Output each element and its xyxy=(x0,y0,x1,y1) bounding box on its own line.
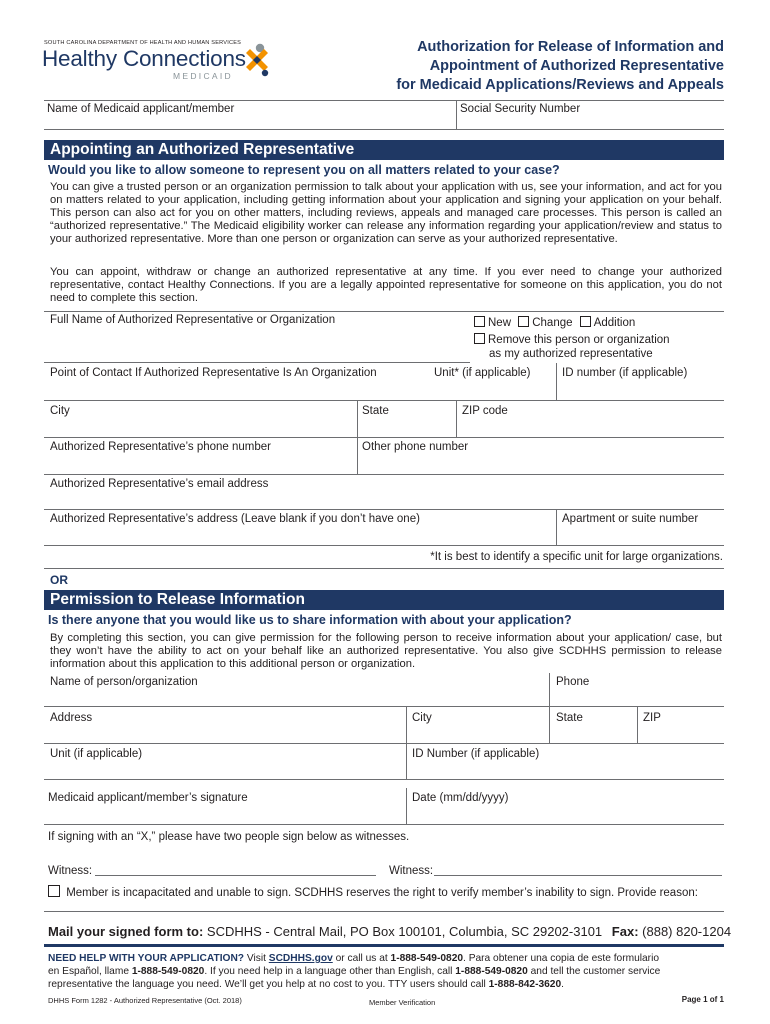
scdhhs-link[interactable]: SCDHHS.gov xyxy=(268,953,333,964)
release-state-field[interactable] xyxy=(549,707,637,744)
release-name-label: Name of person/organization xyxy=(50,676,198,688)
or-label: OR xyxy=(50,573,68,587)
city-label: City xyxy=(50,405,70,417)
change-checkbox-box[interactable] xyxy=(518,316,529,327)
addition-checkbox-label: Addition xyxy=(593,317,636,329)
apartment-label: Apartment or suite number xyxy=(562,513,699,525)
witness-1-label: Witness: xyxy=(48,865,93,877)
x-signing-note: If signing with an “X,” please have two people sign below as witnesses. xyxy=(48,831,410,843)
incapacitated-reason-field[interactable] xyxy=(44,896,724,912)
remove-checkbox-label-2: as my authorized representative xyxy=(489,348,653,360)
help-heading: NEED HELP WITH YOUR APPLICATION? xyxy=(48,953,245,964)
id-number-field[interactable] xyxy=(556,363,724,401)
help-text xyxy=(48,953,728,991)
remove-checkbox[interactable] xyxy=(474,333,670,361)
help-phone-3: 1-888-549-0820 xyxy=(455,965,528,977)
apartment-field[interactable] xyxy=(556,510,724,546)
mail-rule xyxy=(44,944,724,947)
witness-2-field[interactable] xyxy=(434,860,722,876)
remove-checkbox-label-1: Remove this person or organization xyxy=(488,334,670,346)
new-checkbox-box[interactable] xyxy=(474,316,485,327)
form-title-line-3: for Medicaid Applications/Reviews and Appeals xyxy=(396,77,724,93)
unit-note: *It is best to identify a specific unit for large organizations. xyxy=(430,551,723,563)
release-city-field[interactable] xyxy=(406,707,549,744)
help-phone: 1-888-549-0820 xyxy=(390,953,464,964)
city-field[interactable] xyxy=(44,401,357,438)
form-title xyxy=(396,38,724,95)
rep-email-field[interactable] xyxy=(44,475,724,510)
release-id-label: ID Number (if applicable) xyxy=(412,748,540,760)
other-phone-field[interactable] xyxy=(357,438,724,475)
release-state-label: State xyxy=(556,712,583,724)
form-title-line-1: Authorization for Release of Information and xyxy=(417,39,724,55)
release-address-field[interactable] xyxy=(44,707,406,744)
applicant-name-label: Name of Medicaid applicant/member xyxy=(47,103,235,115)
help-call: or call us at xyxy=(335,953,388,964)
addition-checkbox-box[interactable] xyxy=(580,316,591,327)
unit-field[interactable] xyxy=(428,363,556,401)
witness-1-field[interactable] xyxy=(95,860,376,876)
release-phone-field[interactable] xyxy=(549,673,724,707)
healthy-connections-logo-icon xyxy=(242,42,274,78)
release-city-label: City xyxy=(412,712,432,724)
section-authorized-rep-paragraph-1: You can give a trusted person or an organization permission to talk about your application with us, see your information, and act for you on matters related to your application, including getting information about your application and signing your application on your behalf. This person can also act for you on other matters, including reviews, appeals and managed care processes. This person is called an “authorized representative.” The Medicaid eligibility worker can release any information regarding your application/review and status to your authorized representative. More than one person or organization can serve as your authorized representative. xyxy=(50,181,722,246)
release-zip-field[interactable] xyxy=(637,707,724,744)
section-authorized-rep-heading: Appointing an Authorized Representative xyxy=(44,140,724,160)
rep-phone-label: Authorized Representative’s phone number xyxy=(50,441,271,453)
applicant-name-field[interactable] xyxy=(44,100,456,130)
rep-full-name-field[interactable] xyxy=(44,311,470,363)
fax-label: Fax: xyxy=(611,924,639,939)
help-phone-2: 1-888-549-0820 xyxy=(131,965,205,977)
help-visit: Visit xyxy=(246,953,266,964)
mail-instructions xyxy=(48,924,731,939)
zip-field[interactable] xyxy=(456,401,724,438)
help-line2c: and tell the customer service xyxy=(530,965,661,977)
ssn-label: Social Security Number xyxy=(460,103,581,115)
help-tty: 1-888-842-3620 xyxy=(488,978,562,990)
unit-label: Unit* (if applicable) xyxy=(434,367,531,379)
help-line3a: representative the language you need. We’ll get you help at no cost to you. TTY users should call xyxy=(48,978,486,990)
page-number: Page 1 of 1 xyxy=(681,995,724,1004)
help-line2b: . If you need help in a language other than English, call xyxy=(204,965,453,977)
section-end-rule xyxy=(44,568,724,569)
mail-address: SCDHHS - Central Mail, PO Box 100101, Columbia, SC 29202-3101 xyxy=(206,924,603,939)
mail-label: Mail your signed form to: xyxy=(48,924,204,939)
release-unit-field[interactable] xyxy=(44,744,406,780)
brand-name: Healthy Connections xyxy=(42,46,246,71)
help-spanish: . Para obtener una copia de este formulario xyxy=(463,953,659,964)
zip-label: ZIP code xyxy=(462,405,508,417)
release-id-field[interactable] xyxy=(406,744,724,780)
witness-2-label: Witness: xyxy=(389,865,434,877)
agency-name: SOUTH CAROLINA DEPARTMENT OF HEALTH AND HUMAN SERVICES xyxy=(44,40,242,46)
incapacitated-label: Member is incapacitated and unable to sign. SCDHHS reserves the right to verify member’s inability to sign. Provide reason: xyxy=(66,887,698,899)
signature-label: Medicaid applicant/member’s signature xyxy=(48,792,248,804)
release-unit-label: Unit (if applicable) xyxy=(50,748,143,760)
release-phone-label: Phone xyxy=(556,676,590,688)
remove-checkbox-box[interactable] xyxy=(474,333,485,344)
section-release-info-question: Is there anyone that you would like us to share information with about your application? xyxy=(48,613,572,627)
state-label: State xyxy=(362,405,389,417)
rep-full-name-label: Full Name of Authorized Representative or Organization xyxy=(50,314,336,326)
form-id: DHHS Form 1282 - Authorized Representative (Oct. 2018) xyxy=(48,996,242,1005)
help-line2a: en Español, llame xyxy=(48,965,129,977)
other-phone-label: Other phone number xyxy=(362,441,469,453)
section-authorized-rep-paragraph-2: You can appoint, withdraw or change an authorized representative at any time. If you ever need to change your authorized representative, contact Healthy Connections. If you are a legally appointed representative for someone on this application, you do not need to complete this section. xyxy=(50,266,722,305)
release-address-label: Address xyxy=(50,712,93,724)
period: . xyxy=(561,978,564,990)
state-field[interactable] xyxy=(357,401,456,438)
brand-medicaid: MEDICAID xyxy=(173,71,233,81)
id-number-label: ID number (if applicable) xyxy=(562,367,688,379)
change-checkbox-label: Change xyxy=(532,317,573,329)
change-checkbox[interactable] xyxy=(518,317,572,329)
release-zip-label: ZIP xyxy=(643,712,661,724)
rep-phone-field[interactable] xyxy=(44,438,357,475)
rep-options xyxy=(474,316,635,329)
release-name-field[interactable] xyxy=(44,673,549,707)
section-release-info-paragraph: By completing this section, you can give permission for the following person to receive information about your application/ case, but they won’t have the ability to act on your behalf like an authorized representative. You also give SCDHHS permission to release information about this application to this additional person or organization. xyxy=(50,632,722,671)
point-of-contact-label: Point of Contact If Authorized Representative Is An Organization xyxy=(50,367,377,379)
new-checkbox-label: New xyxy=(488,317,512,329)
section-authorized-rep-question: Would you like to allow someone to represent you on all matters related to your case? xyxy=(48,163,560,177)
rep-address-field[interactable] xyxy=(44,510,556,546)
form-title-line-2: Appointment of Authorized Representative xyxy=(429,58,724,74)
signature-field[interactable] xyxy=(44,788,406,825)
fax-number: (888) 820-1204 xyxy=(642,924,732,939)
member-verification: Member Verification xyxy=(369,998,436,1007)
rep-address-label: Authorized Representative’s address (Leave blank if you don’t have one) xyxy=(50,513,420,525)
date-label: Date (mm/dd/yyyy) xyxy=(412,792,509,804)
ssn-field[interactable] xyxy=(456,100,724,130)
section-release-info-heading: Permission to Release Information xyxy=(44,590,724,610)
new-checkbox[interactable] xyxy=(474,317,511,329)
point-of-contact-field[interactable] xyxy=(44,363,428,401)
addition-checkbox[interactable] xyxy=(580,317,636,329)
date-field[interactable] xyxy=(406,788,724,825)
rep-email-label: Authorized Representative’s email address xyxy=(50,478,269,490)
